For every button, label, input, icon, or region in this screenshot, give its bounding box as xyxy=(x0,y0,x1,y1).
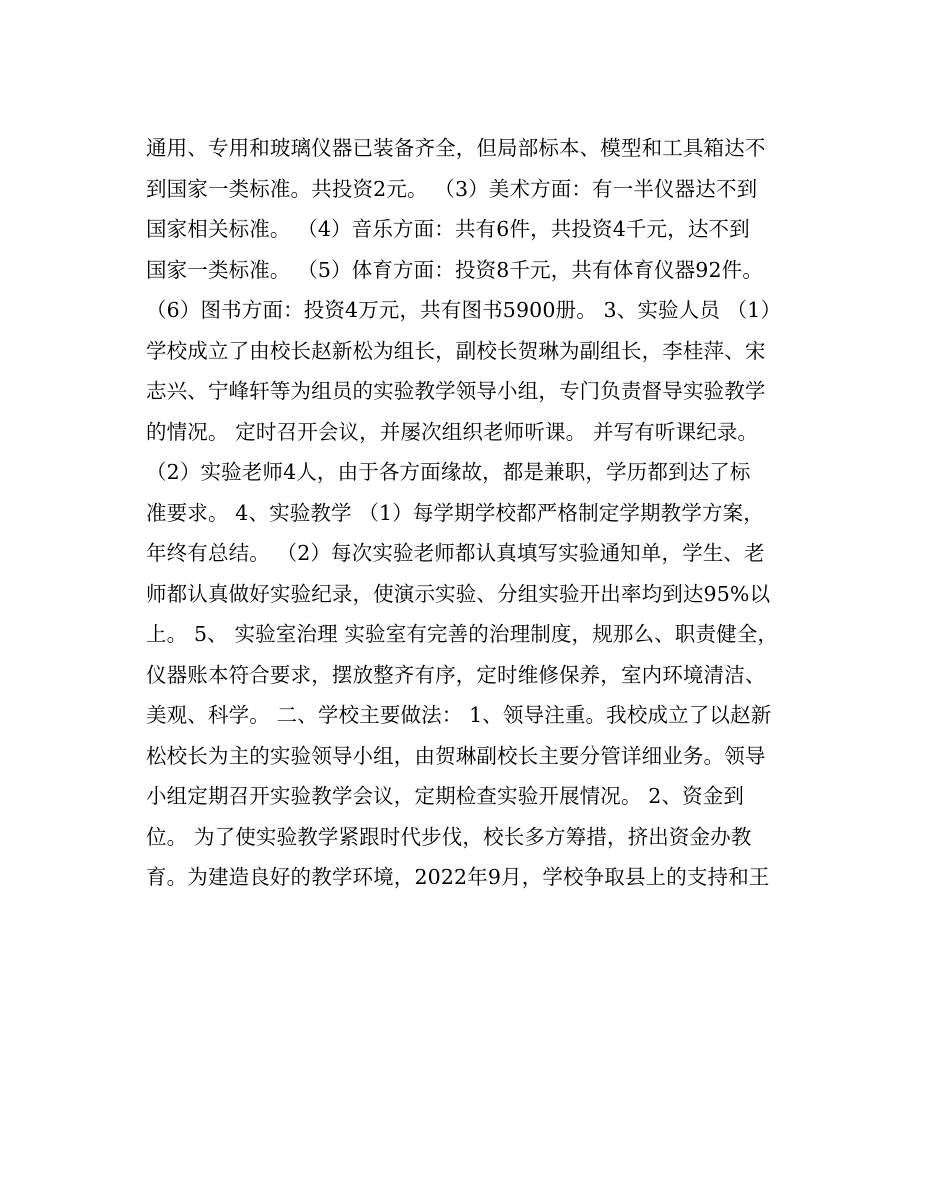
text-line: 的情况。 定时召开会议，并屡次组织老师听课。 并写有听课纪录。 xyxy=(146,419,759,444)
text-line: 师都认真做好实验纪录，使演示实验、分组实验开出率均到达95%以 xyxy=(146,581,771,606)
text-line: 通用、专用和玻璃仪器已装备齐全，但局部标本、模型和工具箱达不 xyxy=(146,136,766,160)
text-line: （6）图书方面：投资4万元，共有图书5900册。 3、实验人员 （1） xyxy=(146,298,782,322)
text-line: 育。为建造良好的教学环境，2022年9月，学校争取县上的支持和王 xyxy=(146,865,770,889)
text-line: 学校成立了由校长赵新松为组长，副校长贺琳为副组长，李桂萍、宋 xyxy=(146,338,766,363)
text-line: 松校长为主的实验领导小组，由贺琳副校长主要分管详细业务。领导 xyxy=(146,743,766,768)
text-line: 年终有总结。 （2）每次实验老师都认真填写实验通知单，学生、老 xyxy=(146,541,765,565)
text-line: 志兴、宁峰轩等为组员的实验教学领导小组，专门负责督导实验教学 xyxy=(146,379,766,403)
text-line: 到国家一类标准。共投资2元。 （3）美术方面：有一半仪器达不到 xyxy=(146,176,758,201)
text-line: 国家相关标准。 （4）音乐方面：共有6件，共投资4千元，达不到 xyxy=(146,217,750,241)
text-line: 准要求。 4、实验教学 （1）每学期学校都严格制定学期教学方案， xyxy=(146,500,764,525)
text-line: 美观、科学。 二、学校主要做法： 1、领导注重。我校成立了以赵新 xyxy=(146,703,772,727)
text-line: （2）实验老师4人，由于各方面缘故，都是兼职，学历都到达了标 xyxy=(146,460,751,484)
text-line: 位。 为了使实验教学紧跟时代步伐，校长多方筹措，挤出资金办教 xyxy=(146,824,752,849)
text-line: 上。 5、 实验室治理 实验室有完善的治理制度，规那么、职责健全， xyxy=(146,622,779,646)
text-line: 小组定期召开实验教学会议，定期检查实验开展情况。 2、资金到 xyxy=(146,784,745,808)
text-line: 仪器账本符合要求，摆放整齐有序，定时维修保养，室内环境清洁、 xyxy=(146,662,766,687)
text-line: 国家一类标准。 （5）体育方面：投资8千元，共有体育仪器92件。 xyxy=(146,257,763,282)
body-text xyxy=(146,128,826,898)
